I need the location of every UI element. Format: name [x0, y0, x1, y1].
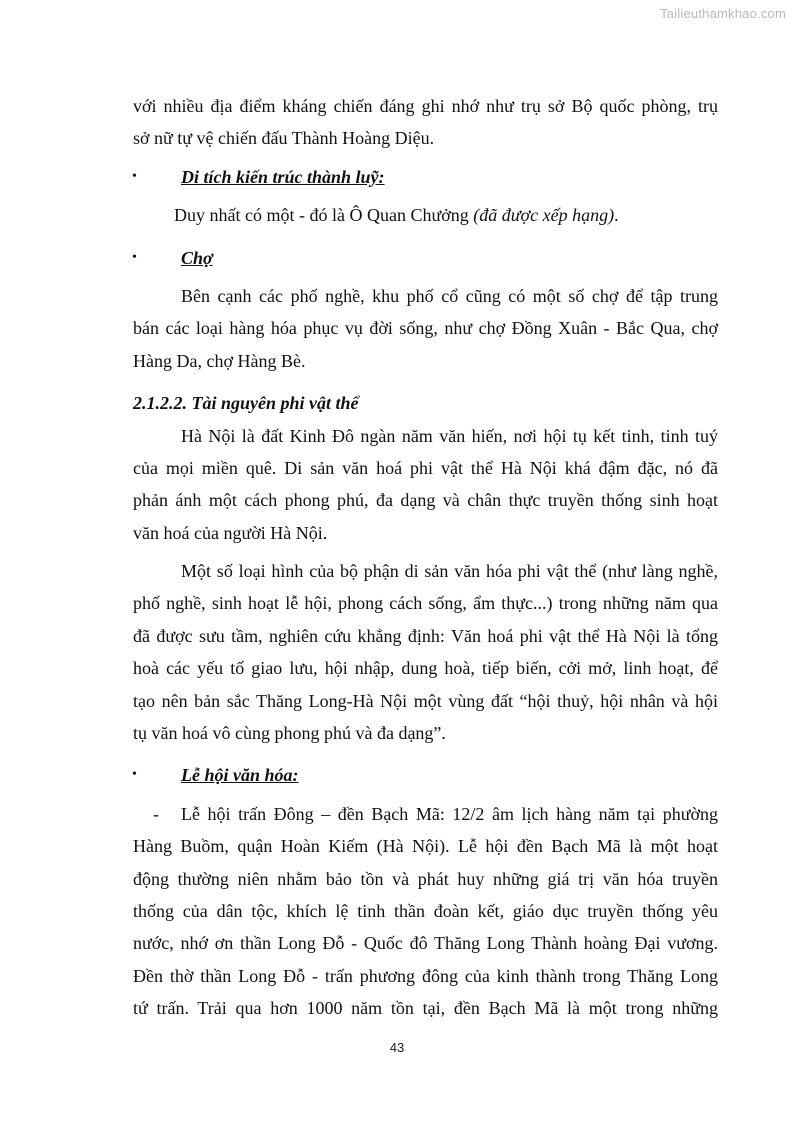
paragraph-line: động thường niên nhằm bảo tồn và phát huy những giá trị văn hóa truyền [133, 868, 718, 889]
watermark: Tailieuthamkhao.com [660, 6, 786, 21]
document-body [133, 90, 718, 1025]
bullet-heading-fortress: • Di tích kiến trúc thành luỹ: [133, 161, 718, 193]
page-number: 43 [389, 1040, 405, 1055]
text-run: Lễ hội trấn Đông – đền Bạch Mã: 12/2 âm lịch hàng năm tại phường [181, 803, 718, 824]
paragraph-line: sở nữ tự vệ chiến đấu Thành Hoàng Diệu. [133, 128, 435, 149]
paragraph-line: phố nghề, sinh hoạt lễ hội, phong cách sống, ẩm thực...) trong những năm qua [133, 593, 718, 614]
paragraph-line: nước, nhớ ơn thần Long Đỗ - Quốc đô Thăng Long Thành hoàng Đại vương. [133, 933, 718, 954]
paragraph-line: phản ánh một cách phong phú, đa dạng và chân thực truyền thống sinh hoạt [133, 490, 718, 511]
paragraph-line: Một số loại hình của bộ phận di sản văn hóa phi vật thể (như làng nghề, [181, 561, 718, 582]
text-run: . [614, 205, 619, 226]
paragraph-line: đã được sưu tầm, nghiên cứu khẳng định: Văn hoá phi vật thể Hà Nội là tổng [133, 625, 718, 646]
section-heading: 2.1.2.2. Tài nguyên phi vật thể [133, 393, 359, 414]
text-run-italic: (đã được xếp hạng) [473, 205, 615, 226]
paragraph-line: tụ văn hoá vô cùng phong phú và đa dạng”. [133, 723, 446, 744]
paragraph-line: tạo nên bản sắc Thăng Long-Hà Nội một vùng đất “hội thuỷ, hội nhân và hội [133, 690, 718, 711]
paragraph-line: của mọi miền quê. Di sản văn hoá phi vật thể Hà Nội khá đậm đặc, nó đã [133, 457, 718, 478]
paragraph-line: hoà các yếu tố giao lưu, hội nhập, dung hoà, tiếp biến, cởi mở, linh hoạt, để [133, 658, 718, 679]
paragraph-line: Đền thờ thần Long Đỗ - trấn phương đông của kinh thành trong Thăng Long [133, 965, 718, 986]
paragraph-line [133, 199, 718, 231]
paragraph-line: Hà Nội là đất Kinh Đô ngàn năm văn hiến, nơi hội tụ kết tinh, tinh tuý [181, 425, 718, 446]
paragraph-line: bán các loại hàng hóa phục vụ đời sống, như chợ Đồng Xuân - Bắc Qua, chợ [133, 318, 718, 339]
paragraph-line: văn hoá của người Hà Nội. [133, 522, 328, 543]
paragraph-line: thống của dân tộc, khích lệ tinh thần đoàn kết, giáo dục truyền thống yêu [133, 900, 718, 921]
paragraph-line: Hàng Da, chợ Hàng Bè. [133, 350, 306, 371]
dash-marker: - [153, 803, 159, 824]
paragraph-line: Bên cạnh các phố nghề, khu phố cổ cũng có một số chợ để tập trung [181, 285, 718, 306]
dash-item-line [133, 798, 718, 830]
paragraph-line: Hàng Buồm, quận Hoàn Kiếm (Hà Nội). Lễ hội đền Bạch Mã là một hoạt [133, 836, 718, 857]
paragraph-line: với nhiều địa điểm kháng chiến đáng ghi nhớ như trụ sở Bộ quốc phòng, trụ [133, 96, 718, 116]
bullet-heading-festival: • Lễ hội văn hóa: [133, 759, 718, 791]
bullet-heading-market: • Chợ [133, 242, 718, 274]
paragraph-line: tứ trấn. Trải qua hơn 1000 năm tồn tại, đền Bạch Mã là một trong những [133, 998, 718, 1019]
text-run: Duy nhất có một - đó là Ô Quan Chưởng [174, 205, 474, 226]
